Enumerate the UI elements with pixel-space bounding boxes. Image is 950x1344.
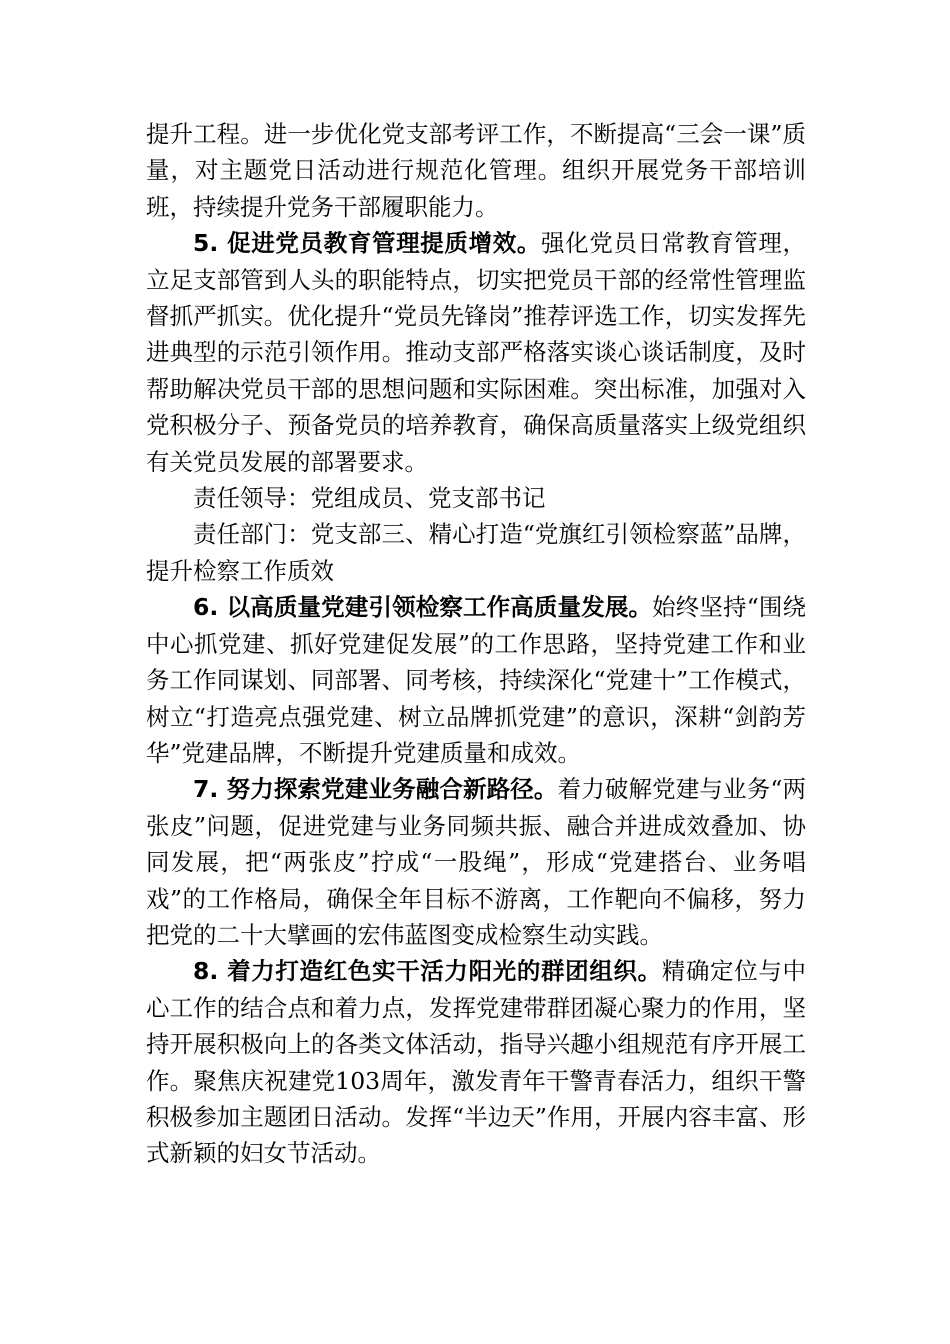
item-heading: 8. 着力打造红色实干活力阳光的群团组织。: [193, 957, 662, 986]
paragraph-body: 精确定位与中心工作的结合点和着力点，发挥党建带群团凝心聚力的作用，坚持开展积极向上的各类文体活动，指导兴趣小组规范有序开展工作。聚焦庆祝建党103周年，激发青年干警青春活力，组织干警积极参加主题团日活动。发挥“半边天”作用，开展内容丰富、形式新颖的妇女节活动。: [146, 957, 807, 1168]
paragraph-body: 责任领导：党组成员、党支部书记: [193, 484, 546, 513]
paragraph-body: 责任部门：党支部三、精心打造“党旗红引领检察蓝”品牌，提升检察工作质效: [146, 520, 806, 585]
responsible-leader: [146, 480, 806, 516]
paragraph-item-5: [146, 225, 806, 480]
paragraph-item-8: [146, 953, 806, 1171]
paragraph-continuation: [146, 116, 806, 225]
item-heading: 6. 以高质量党建引领检察工作高质量发展。: [193, 593, 653, 622]
responsible-department: [146, 516, 806, 589]
paragraph-body: 着力破解党建与业务“两张皮”问题，促进党建与业务同频共振、融合并进成效叠加、协同发展，把“两张皮”拧成“一股绳”，形成“党建搭台、业务唱戏”的工作格局，确保全年目标不游离，工作靶向不偏移，努力把党的二十大擘画的宏伟蓝图变成检察生动实践。: [146, 775, 806, 949]
paragraph-item-6: [146, 589, 806, 771]
item-heading: 5. 促进党员教育管理提质增效。: [193, 229, 542, 258]
item-heading: 7. 努力探索党建业务融合新路径。: [193, 775, 558, 804]
paragraph-body: 强化党员日常教育管理，立足支部管到人头的职能特点，切实把党员干部的经常性管理监督抓严抓实。优化提升“党员先锋岗”推荐评选工作，切实发挥先进典型的示范引领作用。推动支部严格落实谈心谈话制度，及时帮助解决党员干部的思想问题和实际困难。突出标准，加强对入党积极分子、预备党员的培养教育，确保高质量落实上级党组织有关党员发展的部署要求。: [146, 229, 807, 476]
paragraph-item-7: [146, 771, 806, 953]
document-page: [146, 116, 806, 1172]
paragraph-body: 始终坚持“围绕中心抓党建、抓好党建促发展”的工作思路，坚持党建工作和业务工作同谋划、同部署、同考核，持续深化“党建十”工作模式，树立“打造亮点强党建、树立品牌抓党建”的意识，深耕“剑韵芳华”党建品牌，不断提升党建质量和成效。: [146, 593, 806, 767]
paragraph-body: 提升工程。进一步优化党支部考评工作，不断提高“三会一课”质量，对主题党日活动进行规范化管理。组织开展党务干部培训班，持续提升党务干部履职能力。: [146, 120, 806, 221]
